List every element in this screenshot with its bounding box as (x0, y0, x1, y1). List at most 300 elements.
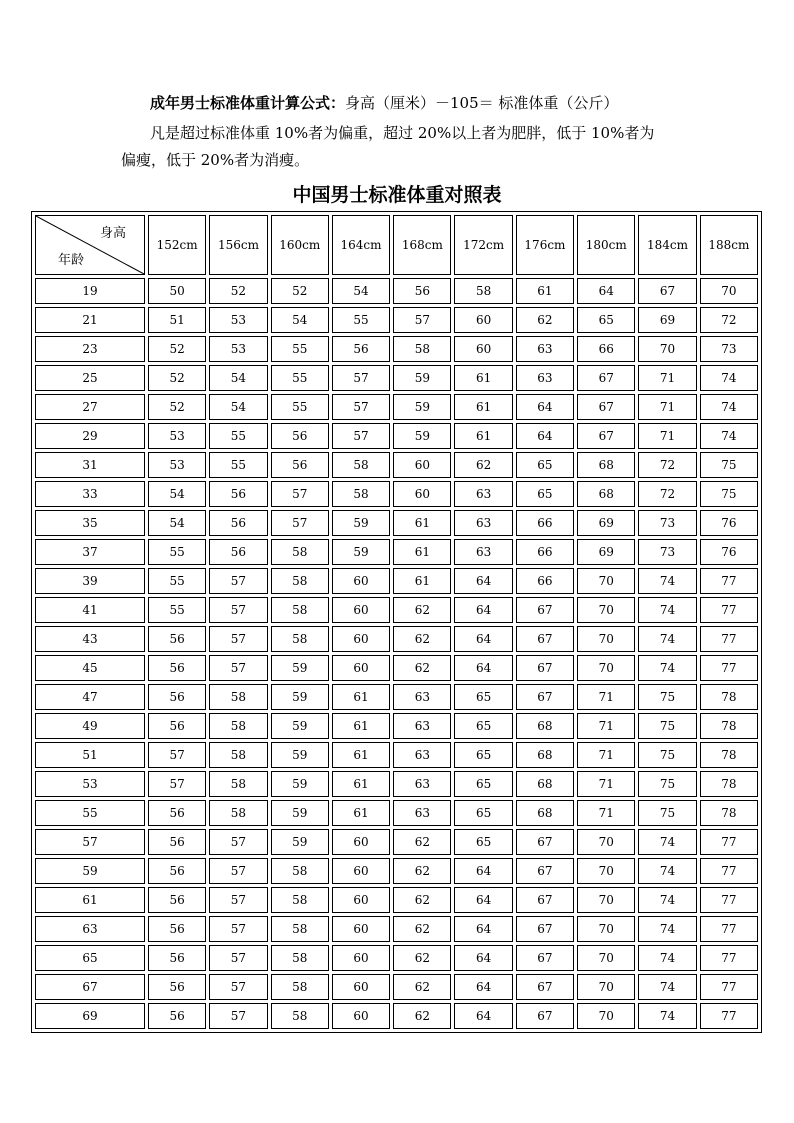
weight-cell: 62 (516, 307, 574, 333)
age-cell: 51 (35, 742, 145, 768)
weight-cell: 56 (209, 510, 267, 536)
weight-cell: 63 (454, 481, 512, 507)
age-cell: 61 (35, 887, 145, 913)
weight-cell: 74 (638, 626, 696, 652)
table-body (35, 278, 758, 1029)
weight-cell: 73 (638, 510, 696, 536)
weight-cell: 62 (454, 452, 512, 478)
weight-cell: 70 (577, 916, 635, 942)
table-row (35, 539, 758, 565)
weight-cell: 58 (271, 945, 329, 971)
weight-cell: 61 (393, 510, 451, 536)
weight-cell: 67 (516, 684, 574, 710)
weight-cell: 62 (393, 858, 451, 884)
formula-label: 成年男士标准体重计算公式： (150, 94, 346, 112)
weight-cell: 65 (516, 452, 574, 478)
weight-cell: 67 (516, 974, 574, 1000)
weight-cell: 70 (577, 945, 635, 971)
age-cell: 19 (35, 278, 145, 304)
weight-cell: 62 (393, 655, 451, 681)
weight-cell: 59 (271, 655, 329, 681)
weight-cell: 65 (454, 800, 512, 826)
weight-cell: 55 (148, 568, 206, 594)
weight-cell: 67 (516, 858, 574, 884)
weight-cell: 62 (393, 1003, 451, 1029)
weight-cell: 70 (577, 887, 635, 913)
weight-cell: 78 (700, 771, 758, 797)
weight-cell: 62 (393, 626, 451, 652)
weight-cell: 70 (577, 655, 635, 681)
weight-cell: 58 (209, 684, 267, 710)
weight-cell: 57 (209, 626, 267, 652)
weight-cell: 77 (700, 626, 758, 652)
weight-cell: 63 (516, 365, 574, 391)
weight-cell: 67 (516, 655, 574, 681)
table-row (35, 829, 758, 855)
weight-cell: 70 (700, 278, 758, 304)
weight-cell: 68 (577, 481, 635, 507)
weight-cell: 76 (700, 510, 758, 536)
weight-cell: 65 (454, 742, 512, 768)
weight-cell: 58 (209, 742, 267, 768)
weight-cell: 59 (271, 829, 329, 855)
weight-cell: 52 (148, 394, 206, 420)
weight-cell: 61 (332, 713, 390, 739)
weight-cell: 67 (577, 423, 635, 449)
weight-cell: 55 (209, 452, 267, 478)
weight-cell: 73 (638, 539, 696, 565)
weight-cell: 71 (638, 423, 696, 449)
weight-cell: 64 (454, 626, 512, 652)
weight-cell: 64 (516, 394, 574, 420)
weight-cell: 71 (577, 713, 635, 739)
weight-cell: 61 (332, 742, 390, 768)
weight-cell: 72 (638, 452, 696, 478)
age-cell: 39 (35, 568, 145, 594)
weight-cell: 59 (393, 423, 451, 449)
weight-cell: 56 (148, 684, 206, 710)
weight-cell: 64 (454, 568, 512, 594)
weight-cell: 59 (271, 742, 329, 768)
weight-cell: 58 (209, 713, 267, 739)
weight-cell: 57 (209, 887, 267, 913)
weight-cell: 58 (209, 800, 267, 826)
weight-cell: 67 (516, 945, 574, 971)
weight-cell: 54 (148, 510, 206, 536)
weight-cell: 64 (454, 858, 512, 884)
weight-cell: 72 (638, 481, 696, 507)
weight-cell: 78 (700, 684, 758, 710)
weight-cell: 57 (209, 1003, 267, 1029)
weight-cell: 74 (700, 365, 758, 391)
weight-cell: 74 (700, 394, 758, 420)
weight-cell: 57 (148, 742, 206, 768)
weight-cell: 68 (516, 800, 574, 826)
weight-cell: 73 (700, 336, 758, 362)
height-header-cell: 152cm (148, 215, 206, 275)
table-row (35, 626, 758, 652)
table-row (35, 597, 758, 623)
weight-cell: 75 (700, 481, 758, 507)
description-line-1: 凡是超过标准体重 10%者为偏重，超过 20%以上者为肥胖，低于 10%者为 (150, 124, 655, 142)
weight-cell: 70 (577, 568, 635, 594)
age-cell: 35 (35, 510, 145, 536)
weight-cell: 77 (700, 974, 758, 1000)
weight-cell: 64 (577, 278, 635, 304)
weight-cell: 63 (393, 800, 451, 826)
weight-cell: 57 (393, 307, 451, 333)
weight-cell: 63 (393, 684, 451, 710)
weight-cell: 74 (638, 974, 696, 1000)
description-line-2: 偏瘦，低于 20%者为消瘦。 (121, 151, 310, 169)
weight-cell: 78 (700, 713, 758, 739)
weight-cell: 57 (209, 974, 267, 1000)
age-cell: 45 (35, 655, 145, 681)
weight-cell: 70 (577, 829, 635, 855)
weight-cell: 57 (209, 916, 267, 942)
weight-cell: 56 (148, 1003, 206, 1029)
weight-cell: 75 (638, 800, 696, 826)
weight-cell: 55 (271, 394, 329, 420)
weight-cell: 66 (516, 510, 574, 536)
table-title: 中国男士标准体重对照表 (292, 184, 502, 206)
weight-cell: 61 (393, 539, 451, 565)
weight-cell: 61 (332, 684, 390, 710)
weight-cell: 56 (148, 945, 206, 971)
weight-cell: 61 (332, 771, 390, 797)
age-cell: 65 (35, 945, 145, 971)
age-cell: 33 (35, 481, 145, 507)
weight-cell: 67 (577, 365, 635, 391)
weight-cell: 59 (271, 713, 329, 739)
table-row (35, 1003, 758, 1029)
weight-cell: 52 (148, 365, 206, 391)
weight-cell: 76 (700, 539, 758, 565)
height-header-cell: 180cm (577, 215, 635, 275)
weight-cell: 66 (516, 539, 574, 565)
age-cell: 25 (35, 365, 145, 391)
weight-cell: 57 (271, 481, 329, 507)
weight-cell: 59 (271, 800, 329, 826)
weight-cell: 67 (577, 394, 635, 420)
age-cell: 41 (35, 597, 145, 623)
weight-cell: 77 (700, 1003, 758, 1029)
weight-cell: 56 (148, 800, 206, 826)
weight-cell: 61 (393, 568, 451, 594)
table-row (35, 742, 758, 768)
weight-cell: 74 (638, 655, 696, 681)
diagonal-line (36, 216, 144, 274)
age-cell: 27 (35, 394, 145, 420)
weight-cell: 77 (700, 945, 758, 971)
weight-cell: 64 (454, 655, 512, 681)
weight-cell: 50 (148, 278, 206, 304)
weight-cell: 57 (209, 568, 267, 594)
weight-cell: 70 (577, 974, 635, 1000)
weight-cell: 58 (209, 771, 267, 797)
weight-cell: 69 (577, 539, 635, 565)
weight-cell: 60 (332, 597, 390, 623)
weight-cell: 77 (700, 655, 758, 681)
weight-cell: 55 (209, 423, 267, 449)
weight-cell: 57 (148, 771, 206, 797)
weight-cell: 60 (454, 307, 512, 333)
height-header-cell: 184cm (638, 215, 696, 275)
weight-cell: 53 (148, 452, 206, 478)
weight-cell: 60 (332, 916, 390, 942)
table-row (35, 394, 758, 420)
weight-cell: 56 (271, 452, 329, 478)
weight-cell: 66 (516, 568, 574, 594)
weight-cell: 56 (332, 336, 390, 362)
weight-cell: 63 (454, 510, 512, 536)
weight-cell: 78 (700, 800, 758, 826)
weight-cell: 58 (332, 481, 390, 507)
table-row (35, 945, 758, 971)
table-row (35, 365, 758, 391)
weight-cell: 65 (577, 307, 635, 333)
weight-cell: 67 (516, 597, 574, 623)
weight-cell: 60 (332, 626, 390, 652)
height-header-cell: 176cm (516, 215, 574, 275)
weight-cell: 60 (393, 452, 451, 478)
weight-cell: 56 (148, 974, 206, 1000)
weight-cell: 57 (209, 829, 267, 855)
height-header-cell: 156cm (209, 215, 267, 275)
weight-cell: 58 (393, 336, 451, 362)
weight-cell: 58 (271, 858, 329, 884)
weight-cell: 61 (454, 365, 512, 391)
weight-cell: 56 (148, 713, 206, 739)
weight-cell: 67 (516, 829, 574, 855)
height-header-cell: 188cm (700, 215, 758, 275)
weight-cell: 54 (209, 365, 267, 391)
weight-cell: 74 (638, 568, 696, 594)
weight-cell: 77 (700, 568, 758, 594)
weight-cell: 74 (638, 1003, 696, 1029)
weight-cell: 59 (332, 510, 390, 536)
weight-cell: 74 (638, 829, 696, 855)
weight-cell: 60 (332, 974, 390, 1000)
weight-cell: 60 (332, 887, 390, 913)
weight-cell: 65 (454, 829, 512, 855)
weight-cell: 59 (393, 394, 451, 420)
weight-cell: 60 (332, 568, 390, 594)
weight-cell: 54 (148, 481, 206, 507)
table-row (35, 655, 758, 681)
weight-cell: 62 (393, 597, 451, 623)
age-cell: 47 (35, 684, 145, 710)
weight-table (31, 211, 762, 1033)
age-cell: 69 (35, 1003, 145, 1029)
weight-cell: 56 (271, 423, 329, 449)
weight-cell: 69 (577, 510, 635, 536)
age-cell: 49 (35, 713, 145, 739)
weight-cell: 67 (516, 916, 574, 942)
table-row (35, 974, 758, 1000)
age-cell: 43 (35, 626, 145, 652)
weight-cell: 59 (393, 365, 451, 391)
height-header-cell: 172cm (454, 215, 512, 275)
age-cell: 23 (35, 336, 145, 362)
weight-cell: 77 (700, 597, 758, 623)
age-cell: 55 (35, 800, 145, 826)
weight-cell: 74 (638, 858, 696, 884)
table-row (35, 481, 758, 507)
age-cell: 53 (35, 771, 145, 797)
weight-cell: 74 (638, 916, 696, 942)
weight-cell: 55 (271, 365, 329, 391)
weight-cell: 71 (577, 800, 635, 826)
table-row (35, 452, 758, 478)
age-cell: 63 (35, 916, 145, 942)
weight-cell: 65 (516, 481, 574, 507)
height-header-cell: 164cm (332, 215, 390, 275)
weight-cell: 71 (577, 684, 635, 710)
table-header-row (35, 215, 758, 275)
age-cell: 21 (35, 307, 145, 333)
weight-cell: 71 (577, 742, 635, 768)
weight-cell: 56 (148, 626, 206, 652)
weight-cell: 58 (271, 1003, 329, 1029)
weight-cell: 63 (516, 336, 574, 362)
table-row (35, 510, 758, 536)
table-row (35, 858, 758, 884)
weight-cell: 69 (638, 307, 696, 333)
weight-cell: 63 (454, 539, 512, 565)
weight-cell: 68 (516, 713, 574, 739)
weight-cell: 54 (332, 278, 390, 304)
weight-cell: 58 (332, 452, 390, 478)
age-cell: 29 (35, 423, 145, 449)
table-row (35, 278, 758, 304)
weight-cell: 61 (332, 800, 390, 826)
weight-cell: 52 (271, 278, 329, 304)
weight-cell: 57 (332, 423, 390, 449)
weight-cell: 60 (332, 655, 390, 681)
weight-cell: 52 (148, 336, 206, 362)
weight-cell: 71 (638, 365, 696, 391)
weight-cell: 56 (393, 278, 451, 304)
weight-cell: 62 (393, 829, 451, 855)
weight-cell: 58 (271, 916, 329, 942)
weight-cell: 75 (700, 452, 758, 478)
table-row (35, 684, 758, 710)
table-row (35, 307, 758, 333)
table-row (35, 713, 758, 739)
weight-cell: 64 (454, 1003, 512, 1029)
weight-cell: 55 (271, 336, 329, 362)
weight-cell: 58 (271, 539, 329, 565)
table-row (35, 916, 758, 942)
weight-cell: 62 (393, 887, 451, 913)
weight-cell: 60 (332, 1003, 390, 1029)
weight-cell: 67 (516, 887, 574, 913)
weight-cell: 59 (271, 684, 329, 710)
weight-cell: 75 (638, 742, 696, 768)
weight-cell: 57 (209, 597, 267, 623)
weight-cell: 53 (209, 307, 267, 333)
weight-cell: 75 (638, 684, 696, 710)
weight-cell: 57 (209, 858, 267, 884)
weight-cell: 67 (638, 278, 696, 304)
weight-cell: 67 (516, 1003, 574, 1029)
table-row (35, 423, 758, 449)
weight-cell: 62 (393, 916, 451, 942)
weight-cell: 70 (577, 626, 635, 652)
weight-cell: 63 (393, 742, 451, 768)
weight-cell: 75 (638, 771, 696, 797)
table-row (35, 800, 758, 826)
age-cell: 31 (35, 452, 145, 478)
weight-cell: 55 (148, 597, 206, 623)
weight-cell: 63 (393, 713, 451, 739)
weight-cell: 60 (332, 829, 390, 855)
weight-cell: 55 (332, 307, 390, 333)
weight-cell: 58 (271, 887, 329, 913)
weight-cell: 51 (148, 307, 206, 333)
corner-age-label: 年龄 (58, 253, 85, 268)
weight-cell: 57 (271, 510, 329, 536)
table-row (35, 887, 758, 913)
weight-cell: 58 (271, 626, 329, 652)
weight-cell: 68 (577, 452, 635, 478)
weight-cell: 59 (332, 539, 390, 565)
weight-cell: 56 (148, 858, 206, 884)
weight-cell: 65 (454, 771, 512, 797)
weight-cell: 70 (577, 1003, 635, 1029)
weight-cell: 65 (454, 684, 512, 710)
weight-cell: 54 (271, 307, 329, 333)
weight-cell: 64 (454, 916, 512, 942)
weight-cell: 58 (271, 568, 329, 594)
weight-cell: 74 (700, 423, 758, 449)
weight-cell: 60 (393, 481, 451, 507)
weight-cell: 56 (148, 916, 206, 942)
weight-cell: 77 (700, 829, 758, 855)
table-row (35, 568, 758, 594)
weight-cell: 70 (577, 858, 635, 884)
weight-cell: 64 (454, 945, 512, 971)
weight-cell: 56 (148, 887, 206, 913)
weight-cell: 74 (638, 887, 696, 913)
weight-cell: 59 (271, 771, 329, 797)
weight-cell: 62 (393, 974, 451, 1000)
weight-cell: 57 (209, 945, 267, 971)
age-cell: 57 (35, 829, 145, 855)
weight-cell: 64 (454, 974, 512, 1000)
weight-cell: 71 (577, 771, 635, 797)
weight-cell: 53 (148, 423, 206, 449)
weight-cell: 74 (638, 945, 696, 971)
weight-cell: 77 (700, 916, 758, 942)
height-header-cell: 160cm (271, 215, 329, 275)
weight-cell: 58 (454, 278, 512, 304)
height-header-cell: 168cm (393, 215, 451, 275)
weight-cell: 70 (638, 336, 696, 362)
weight-cell: 77 (700, 858, 758, 884)
corner-cell (35, 215, 145, 275)
weight-cell: 68 (516, 742, 574, 768)
age-cell: 37 (35, 539, 145, 565)
weight-cell: 58 (271, 974, 329, 1000)
weight-cell: 64 (454, 597, 512, 623)
weight-cell: 54 (209, 394, 267, 420)
weight-cell: 66 (577, 336, 635, 362)
weight-cell: 56 (209, 481, 267, 507)
weight-cell: 56 (148, 655, 206, 681)
weight-cell: 77 (700, 887, 758, 913)
